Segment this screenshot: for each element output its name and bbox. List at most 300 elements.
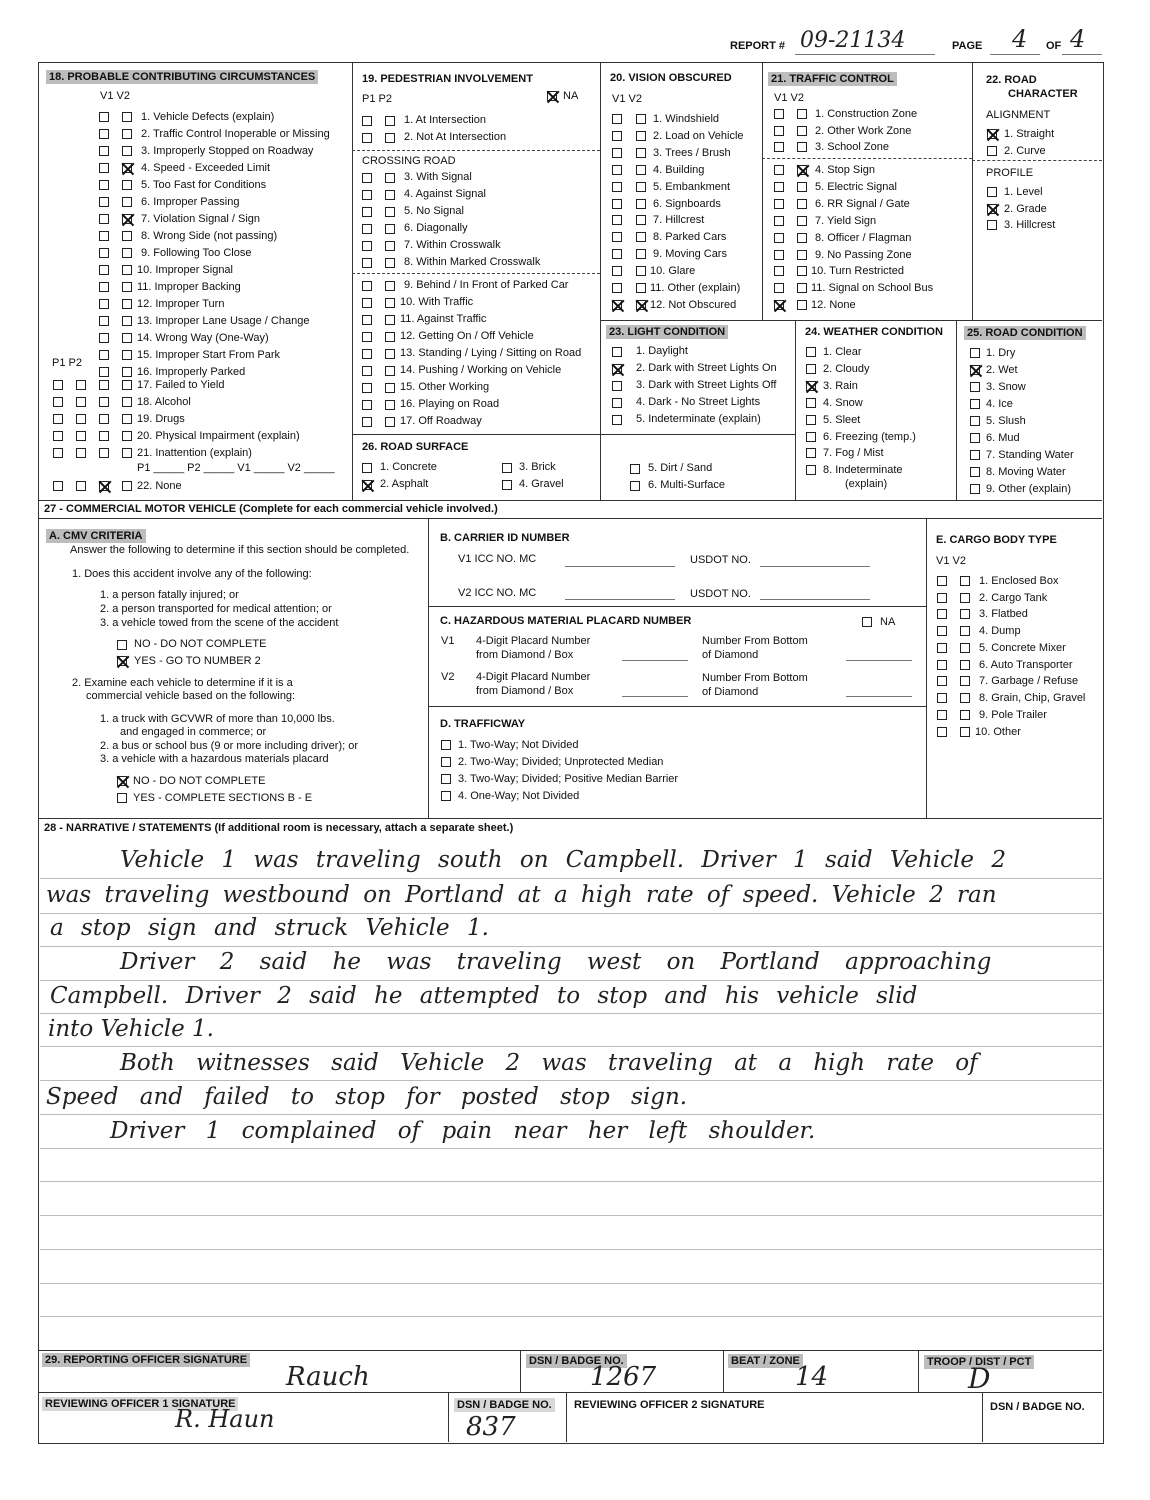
checkbox[interactable] <box>122 397 132 407</box>
checkbox[interactable] <box>970 382 980 392</box>
checkbox[interactable] <box>99 129 109 139</box>
checkbox[interactable] <box>99 333 109 343</box>
s22-profile-item: 1. Level <box>1004 186 1043 198</box>
checkbox[interactable] <box>960 593 970 603</box>
checkbox[interactable] <box>797 199 807 209</box>
checkbox-checked[interactable] <box>970 365 980 375</box>
checkbox[interactable] <box>970 399 980 409</box>
s19-item: 12. Getting On / Off Vehicle <box>400 330 534 342</box>
checkbox-checked[interactable] <box>122 163 132 173</box>
checkbox[interactable] <box>122 265 132 275</box>
checkbox-checked[interactable] <box>612 364 622 374</box>
s22-align-item: 1. Straight <box>1004 128 1055 140</box>
section-25-title: 25. ROAD CONDITION <box>964 326 1086 340</box>
checkbox[interactable] <box>385 207 395 217</box>
checkbox[interactable] <box>362 207 372 217</box>
checkbox[interactable] <box>774 182 784 192</box>
checkbox[interactable] <box>806 364 816 374</box>
checkbox[interactable] <box>99 180 109 190</box>
checkbox[interactable] <box>122 316 132 326</box>
checkbox[interactable] <box>385 383 395 393</box>
checkbox-checked[interactable] <box>797 165 807 175</box>
checkbox[interactable] <box>612 415 622 425</box>
checkbox[interactable] <box>937 626 947 636</box>
cmv-criteria-title: A. CMV CRITERIA <box>46 529 146 543</box>
checkbox[interactable] <box>53 481 63 491</box>
checkbox[interactable] <box>797 283 807 293</box>
na-checkbox-checked[interactable] <box>547 91 557 101</box>
checkbox[interactable] <box>987 146 997 156</box>
checkbox[interactable] <box>636 266 646 276</box>
checkbox[interactable] <box>362 349 372 359</box>
cmv-q2b: commercial vehicle based on the following: <box>86 690 296 702</box>
narrative-line: Driver 2 said he was traveling west on Portland approaching <box>120 949 992 975</box>
placard-label-2: from Diamond / Box <box>476 649 574 661</box>
checkbox[interactable] <box>960 626 970 636</box>
v-column-header: V1 V2 <box>612 93 642 105</box>
checkbox-checked[interactable] <box>362 480 372 490</box>
alignment-label: ALIGNMENT <box>986 109 1051 121</box>
checkbox[interactable] <box>362 173 372 183</box>
checkbox-checked[interactable] <box>774 300 784 310</box>
cmv-q1-yes: YES - GO TO NUMBER 2 <box>134 655 261 667</box>
checkbox[interactable] <box>99 380 109 390</box>
s22-align-item: 2. Curve <box>1004 145 1046 157</box>
checkbox[interactable] <box>636 182 646 192</box>
s26-item: 2. Asphalt <box>380 478 429 490</box>
checkbox[interactable] <box>99 146 109 156</box>
checkbox[interactable] <box>774 126 784 136</box>
checkbox[interactable] <box>987 187 997 197</box>
v-column-header: V1 V2 <box>774 92 804 104</box>
checkbox-checked[interactable] <box>636 300 646 310</box>
checkbox[interactable] <box>362 332 372 342</box>
checkbox-checked[interactable] <box>117 776 127 786</box>
nfb-label-2: of Diamond <box>702 686 759 698</box>
checkbox[interactable] <box>960 660 970 670</box>
checkbox[interactable] <box>362 190 372 200</box>
checkbox[interactable] <box>797 250 807 260</box>
s18-item: 2. Traffic Control Inoperable or Missing <box>141 128 330 140</box>
checkbox[interactable] <box>987 220 997 230</box>
s21-item: 2. Other Work Zone <box>815 125 912 137</box>
checkbox[interactable] <box>612 165 622 175</box>
checkbox[interactable] <box>970 467 980 477</box>
checkbox[interactable] <box>774 216 784 226</box>
s24-item: 8. Indeterminate <box>823 464 903 476</box>
checkbox[interactable] <box>937 609 947 619</box>
checkbox[interactable] <box>612 232 622 242</box>
beat-zone-value: 14 <box>795 1362 829 1392</box>
checkbox[interactable] <box>937 576 947 586</box>
checkbox[interactable] <box>970 348 980 358</box>
section-21-title: 21. TRAFFIC CONTROL <box>768 72 897 86</box>
checkbox[interactable] <box>612 266 622 276</box>
p-column-header: P1 P2 <box>362 93 392 105</box>
involvement-blanks: P1 _____ P2 _____ V1 _____ V2 _____ <box>137 462 335 474</box>
cmv-q2-item: 2. a bus or school bus (9 or more including driver); or <box>100 740 359 752</box>
v-column-header: V1 V2 <box>100 90 130 102</box>
checkbox-checked[interactable] <box>122 214 132 224</box>
checkbox[interactable] <box>385 366 395 376</box>
checkbox[interactable] <box>630 481 640 491</box>
checkbox[interactable] <box>970 433 980 443</box>
checkbox[interactable] <box>612 215 622 225</box>
s20-item: 11. Other (explain) <box>650 282 741 294</box>
dsn-badge-label-2: DSN / BADGE NO. <box>454 1398 555 1412</box>
checkbox-checked[interactable] <box>99 481 109 491</box>
cmv-q1-item: 3. a vehicle towed from the scene of the accident <box>100 617 339 629</box>
checkbox[interactable] <box>385 400 395 410</box>
cargo-item: 7. Garbage / Refuse <box>979 675 1079 687</box>
checkbox[interactable] <box>385 315 395 325</box>
checkbox[interactable] <box>122 180 132 190</box>
checkbox[interactable] <box>636 131 646 141</box>
checkbox[interactable] <box>385 332 395 342</box>
checkbox[interactable] <box>362 366 372 376</box>
checkbox[interactable] <box>774 109 784 119</box>
s18-item: 16. Improperly Parked <box>137 366 246 378</box>
checkbox[interactable] <box>122 380 132 390</box>
checkbox[interactable] <box>122 197 132 207</box>
checkbox[interactable] <box>99 282 109 292</box>
checkbox[interactable] <box>99 431 109 441</box>
dsn-badge-label-3: DSN / BADGE NO. <box>990 1401 1085 1413</box>
checkbox[interactable] <box>612 114 622 124</box>
checkbox[interactable] <box>441 774 451 784</box>
checkbox[interactable] <box>385 281 395 291</box>
checkbox[interactable] <box>636 249 646 259</box>
checkbox[interactable] <box>937 643 947 653</box>
checkbox[interactable] <box>806 347 816 357</box>
checkbox[interactable] <box>636 283 646 293</box>
checkbox[interactable] <box>122 299 132 309</box>
s19-item: 13. Standing / Lying / Sitting on Road <box>400 347 582 359</box>
checkbox[interactable] <box>612 398 622 408</box>
checkbox[interactable] <box>960 676 970 686</box>
checkbox[interactable] <box>385 190 395 200</box>
s24-item: 2. Cloudy <box>823 363 870 375</box>
checkbox[interactable] <box>441 757 451 767</box>
s18-item: 21. Inattention (explain) <box>137 447 252 459</box>
checkbox[interactable] <box>502 463 512 473</box>
page-total: 4 <box>1070 25 1086 53</box>
checkbox[interactable] <box>862 617 872 627</box>
s18-item: 12. Improper Turn <box>137 298 225 310</box>
checkbox[interactable] <box>960 693 970 703</box>
checkbox[interactable] <box>774 233 784 243</box>
checkbox[interactable] <box>99 448 109 458</box>
checkbox[interactable] <box>76 380 86 390</box>
s18-item: 8. Wrong Side (not passing) <box>141 230 278 242</box>
s25-item: 1. Dry <box>986 347 1016 359</box>
checkbox[interactable] <box>612 347 622 357</box>
checkbox[interactable] <box>99 214 109 224</box>
checkbox-checked[interactable] <box>117 656 127 666</box>
checkbox[interactable] <box>441 791 451 801</box>
s21-item: 1. Construction Zone <box>815 108 918 120</box>
checkbox[interactable] <box>385 173 395 183</box>
section-23-title: 23. LIGHT CONDITION <box>606 325 728 339</box>
checkbox[interactable] <box>53 397 63 407</box>
checkbox[interactable] <box>797 126 807 136</box>
s23-item: 3. Dark with Street Lights Off <box>636 379 777 391</box>
s23-item: 5. Indeterminate (explain) <box>636 413 761 425</box>
checkbox-checked[interactable] <box>987 129 997 139</box>
section-26-title: 26. ROAD SURFACE <box>362 441 469 453</box>
checkbox[interactable] <box>99 112 109 122</box>
checkbox[interactable] <box>362 281 372 291</box>
checkbox[interactable] <box>636 232 646 242</box>
checkbox[interactable] <box>362 383 372 393</box>
checkbox[interactable] <box>385 417 395 427</box>
checkbox[interactable] <box>797 109 807 119</box>
s25-item: 9. Other (explain) <box>986 483 1071 495</box>
s24-item: 3. Rain <box>823 380 858 392</box>
checkbox[interactable] <box>99 350 109 360</box>
checkbox[interactable] <box>970 484 980 494</box>
checkbox[interactable] <box>441 740 451 750</box>
checkbox[interactable] <box>774 142 784 152</box>
checkbox[interactable] <box>362 224 372 234</box>
checkbox[interactable] <box>362 400 372 410</box>
checkbox[interactable] <box>806 415 816 425</box>
trafficway-item: 2. Two-Way; Divided; Unprotected Median <box>458 756 664 768</box>
checkbox[interactable] <box>797 142 807 152</box>
checkbox[interactable] <box>362 241 372 251</box>
of-label: OF <box>1046 40 1062 52</box>
checkbox[interactable] <box>122 367 132 377</box>
s21-item: 10. Turn Restricted <box>811 265 904 277</box>
cmv-q1-no: NO - DO NOT COMPLETE <box>134 638 267 650</box>
reporting-officer-signature-label: 29. REPORTING OFFICER SIGNATURE <box>42 1353 250 1367</box>
checkbox[interactable] <box>937 710 947 720</box>
checkbox[interactable] <box>970 416 980 426</box>
s19-item: 2. Not At Intersection <box>404 131 507 143</box>
checkbox[interactable] <box>774 250 784 260</box>
checkbox[interactable] <box>797 233 807 243</box>
checkbox[interactable] <box>774 199 784 209</box>
narrative-line: a stop sign and struck Vehicle 1. <box>50 915 489 941</box>
v1-icc-label: V1 ICC NO. MC <box>458 553 537 565</box>
s20-item: 7. Hillcrest <box>653 214 705 226</box>
checkbox[interactable] <box>117 793 127 803</box>
narrative-line: Speed and failed to stop for posted stop sign. <box>46 1084 688 1110</box>
s18-item: 6. Improper Passing <box>141 196 240 208</box>
s23-item: 2. Dark with Street Lights On <box>636 362 777 374</box>
checkbox[interactable] <box>797 266 807 276</box>
cargo-item: 9. Pole Trailer <box>979 709 1047 721</box>
checkbox[interactable] <box>122 129 132 139</box>
checkbox[interactable] <box>960 576 970 586</box>
section-22-title-1: 22. ROAD <box>986 74 1037 86</box>
section-18-title: 18. PROBABLE CONTRIBUTING CIRCUMSTANCES <box>46 70 318 84</box>
checkbox[interactable] <box>960 710 970 720</box>
checkbox[interactable] <box>636 148 646 158</box>
s19-item: 5. No Signal <box>404 205 464 217</box>
checkbox[interactable] <box>385 133 395 143</box>
checkbox[interactable] <box>122 431 132 441</box>
checkbox[interactable] <box>99 197 109 207</box>
checkbox[interactable] <box>797 216 807 226</box>
checkbox[interactable] <box>960 643 970 653</box>
checkbox[interactable] <box>385 224 395 234</box>
reporting-officer-signature: Rauch <box>286 1362 370 1392</box>
checkbox[interactable] <box>502 480 512 490</box>
s25-item: 2. Wet <box>986 364 1018 376</box>
checkbox[interactable] <box>797 182 807 192</box>
checkbox[interactable] <box>122 481 132 491</box>
cmv-intro: Answer the following to determine if this section should be completed. <box>70 544 410 556</box>
cmv-q2-item: 3. a vehicle with a hazardous materials placard <box>100 753 329 765</box>
checkbox[interactable] <box>122 448 132 458</box>
checkbox-checked[interactable] <box>987 204 997 214</box>
checkbox[interactable] <box>636 165 646 175</box>
nfb-label-2: of Diamond <box>702 649 759 661</box>
checkbox[interactable] <box>53 431 63 441</box>
s20-item: 3. Trees / Brush <box>653 147 731 159</box>
checkbox[interactable] <box>53 448 63 458</box>
checkbox[interactable] <box>122 112 132 122</box>
checkbox[interactable] <box>612 148 622 158</box>
checkbox[interactable] <box>76 448 86 458</box>
checkbox[interactable] <box>53 380 63 390</box>
checkbox[interactable] <box>774 266 784 276</box>
carrier-id-title: B. CARRIER ID NUMBER <box>440 532 570 544</box>
checkbox[interactable] <box>385 298 395 308</box>
checkbox[interactable] <box>53 414 63 424</box>
checkbox-checked[interactable] <box>612 300 622 310</box>
s19-item: 4. Against Signal <box>404 188 486 200</box>
checkbox[interactable] <box>362 417 372 427</box>
s18-item: 4. Speed - Exceeded Limit <box>141 162 271 174</box>
checkbox[interactable] <box>122 333 132 343</box>
checkbox[interactable] <box>385 241 395 251</box>
checkbox[interactable] <box>612 131 622 141</box>
checkbox[interactable] <box>122 231 132 241</box>
checkbox[interactable] <box>385 349 395 359</box>
checkbox[interactable] <box>99 265 109 275</box>
checkbox[interactable] <box>937 676 947 686</box>
checkbox[interactable] <box>122 282 132 292</box>
checkbox[interactable] <box>117 640 127 650</box>
cmv-q2-no: NO - DO NOT COMPLETE <box>133 775 266 787</box>
checkbox[interactable] <box>76 431 86 441</box>
checkbox[interactable] <box>362 116 372 126</box>
checkbox[interactable] <box>806 398 816 408</box>
checkbox[interactable] <box>774 283 784 293</box>
s19-item: 10. With Traffic <box>400 296 474 308</box>
trafficway-title: D. TRAFFICWAY <box>440 718 526 730</box>
checkbox[interactable] <box>385 258 395 268</box>
hazmat-title: C. HAZARDOUS MATERIAL PLACARD NUMBER <box>440 615 692 627</box>
checkbox[interactable] <box>362 463 372 473</box>
checkbox[interactable] <box>612 381 622 391</box>
dsn-badge-number-2: 837 <box>466 1412 516 1442</box>
checkbox[interactable] <box>937 660 947 670</box>
checkbox[interactable] <box>362 315 372 325</box>
narrative-line: into Vehicle 1. <box>48 1016 214 1042</box>
s18-item: 19. Drugs <box>137 413 185 425</box>
checkbox[interactable] <box>806 465 816 475</box>
cargo-item: 8. Grain, Chip, Gravel <box>979 692 1086 704</box>
s19-item: 11. Against Traffic <box>400 313 487 325</box>
checkbox[interactable] <box>99 299 109 309</box>
v1-label: V1 <box>441 635 455 647</box>
s21-item: 12. None <box>811 299 856 311</box>
checkbox[interactable] <box>797 300 807 310</box>
checkbox[interactable] <box>937 727 947 737</box>
checkbox[interactable] <box>76 397 86 407</box>
checkbox[interactable] <box>612 182 622 192</box>
checkbox[interactable] <box>612 199 622 209</box>
checkbox[interactable] <box>362 133 372 143</box>
checkbox[interactable] <box>960 727 970 737</box>
cargo-item: 6. Auto Transporter <box>979 659 1073 671</box>
s24-item: 5. Sleet <box>823 414 861 426</box>
checkbox[interactable] <box>612 249 622 259</box>
s25-item: 7. Standing Water <box>986 449 1074 461</box>
checkbox[interactable] <box>937 593 947 603</box>
checkbox[interactable] <box>636 199 646 209</box>
checkbox[interactable] <box>99 367 109 377</box>
s18-item: 14. Wrong Way (One-Way) <box>137 332 269 344</box>
checkbox[interactable] <box>99 397 109 407</box>
checkbox[interactable] <box>76 414 86 424</box>
s25-item: 8. Moving Water <box>986 466 1066 478</box>
checkbox[interactable] <box>970 450 980 460</box>
checkbox[interactable] <box>806 448 816 458</box>
checkbox[interactable] <box>774 165 784 175</box>
checkbox[interactable] <box>122 248 132 258</box>
checkbox[interactable] <box>76 481 86 491</box>
reviewing-officer-1-label: REVIEWING OFFICER 1 SIGNATURE <box>42 1397 238 1411</box>
checkbox[interactable] <box>122 350 132 360</box>
checkbox[interactable] <box>636 215 646 225</box>
checkbox[interactable] <box>960 609 970 619</box>
cargo-item: 5. Concrete Mixer <box>979 642 1066 654</box>
s18-item: 9. Following Too Close <box>141 247 252 259</box>
v2-usdot-label: USDOT NO. <box>690 588 751 600</box>
v2-icc-label: V2 ICC NO. MC <box>458 587 537 599</box>
checkbox[interactable] <box>362 298 372 308</box>
checkbox[interactable] <box>122 414 132 424</box>
v1-usdot-label: USDOT NO. <box>690 554 751 566</box>
trafficway-item: 1. Two-Way; Not Divided <box>458 739 579 751</box>
checkbox[interactable] <box>806 432 816 442</box>
s24-item-explain: (explain) <box>845 478 888 490</box>
s19-item: 6. Diagonally <box>404 222 468 234</box>
checkbox[interactable] <box>99 231 109 241</box>
checkbox[interactable] <box>362 258 372 268</box>
checkbox-checked[interactable] <box>806 381 816 391</box>
hazmat-na: NA <box>880 616 896 628</box>
checkbox[interactable] <box>99 414 109 424</box>
checkbox[interactable] <box>122 146 132 156</box>
s19-item: 1. At Intersection <box>404 114 486 126</box>
s26-item: 3. Brick <box>519 461 556 473</box>
checkbox[interactable] <box>630 464 640 474</box>
checkbox[interactable] <box>99 316 109 326</box>
s21-item: 5. Electric Signal <box>815 181 897 193</box>
checkbox[interactable] <box>385 116 395 126</box>
checkbox[interactable] <box>636 114 646 124</box>
checkbox[interactable] <box>99 163 109 173</box>
checkbox[interactable] <box>99 248 109 258</box>
checkbox[interactable] <box>937 693 947 703</box>
s18-item: 17. Failed to Yield <box>137 379 225 391</box>
checkbox[interactable] <box>612 283 622 293</box>
